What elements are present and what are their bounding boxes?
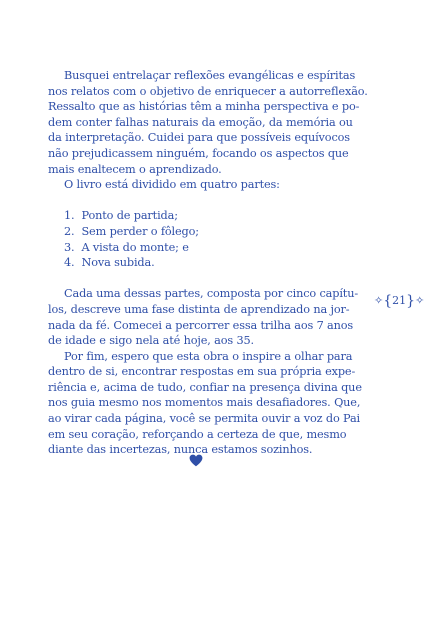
paragraph-4-line: Por fim, espero que esta obra o inspire a olhar para <box>64 349 353 363</box>
paragraph-1-line: da interpretação. Cuidei para que possíveis equívocos <box>48 131 350 145</box>
paragraph-4-line: ao virar cada página, você se permita ouvir a voz do Pai <box>48 412 361 426</box>
paragraph-3-line: los, descreve uma fase distinta de aprendizado na jor- <box>48 302 350 316</box>
paragraph-4-line: riência e, acima de tudo, confiar na presença divina que <box>48 380 362 394</box>
list-number: 4. <box>64 256 75 270</box>
paragraph-1-line: Ressalto que as histórias têm a minha perspectiva e po- <box>48 100 360 114</box>
heart-icon <box>189 454 203 467</box>
list-text: Ponto de partida; <box>81 209 178 223</box>
paragraph-4-line: em seu coração, reforçando a certeza de que, mesmo <box>48 427 347 441</box>
list-item <box>48 224 344 240</box>
page-number-value: 21 <box>392 294 407 307</box>
paragraph-4-line: nos guia mesmo nos momentos mais desafiadores. Que, <box>48 396 361 410</box>
list-number: 2. <box>64 224 75 238</box>
paragraph-1-line: mais enaltecem o aprendizado. <box>48 162 222 176</box>
right-brace-icon: } <box>406 293 416 309</box>
ornament-left-icon: ✧ <box>374 294 384 307</box>
list-item <box>48 255 344 271</box>
list-number: 1. <box>64 209 75 223</box>
list-number: 3. <box>64 240 75 254</box>
list-text: Nova subida. <box>81 256 155 270</box>
list-text: A vista do monte; e <box>81 240 189 254</box>
paragraph-1-line: não prejudicassem ninguém, focando os aspectos que <box>48 146 349 160</box>
list-item <box>48 208 344 224</box>
paragraph-1-line: Busquei entrelaçar reflexões evangélicas e espíritas <box>64 69 356 82</box>
paragraph-3-line: nada da fé. Comecei a percorrer essa trilha aos 7 anos <box>48 318 354 332</box>
list-text: Sem perder o fôlego; <box>81 224 199 238</box>
list-item <box>48 240 344 256</box>
paragraph-4-line: dentro de si, encontrar respostas em sua própria expe- <box>48 365 356 379</box>
paragraph-3-line: de idade e sigo nela até hoje, aos 35. <box>48 334 254 348</box>
spacer <box>48 271 344 287</box>
paragraph-3-line: Cada uma dessas partes, composta por cinco capítu- <box>64 287 358 301</box>
paragraph-2: O livro está dividido em quatro partes: <box>64 178 280 192</box>
paragraph-1-line: dem conter falhas naturais da emoção, da memória ou <box>48 115 353 129</box>
spacer <box>48 193 344 209</box>
paragraph-1-line: nos relatos com o objetivo de enriquecer a autorreflexão. <box>48 84 368 98</box>
paragraph-4-line: diante das incertezas, nunca estamos sozinhos. <box>48 443 313 457</box>
left-brace-icon: { <box>383 293 393 309</box>
ornament-right-icon: ✧ <box>415 294 425 307</box>
body-text <box>48 68 368 458</box>
page-number <box>374 292 424 308</box>
